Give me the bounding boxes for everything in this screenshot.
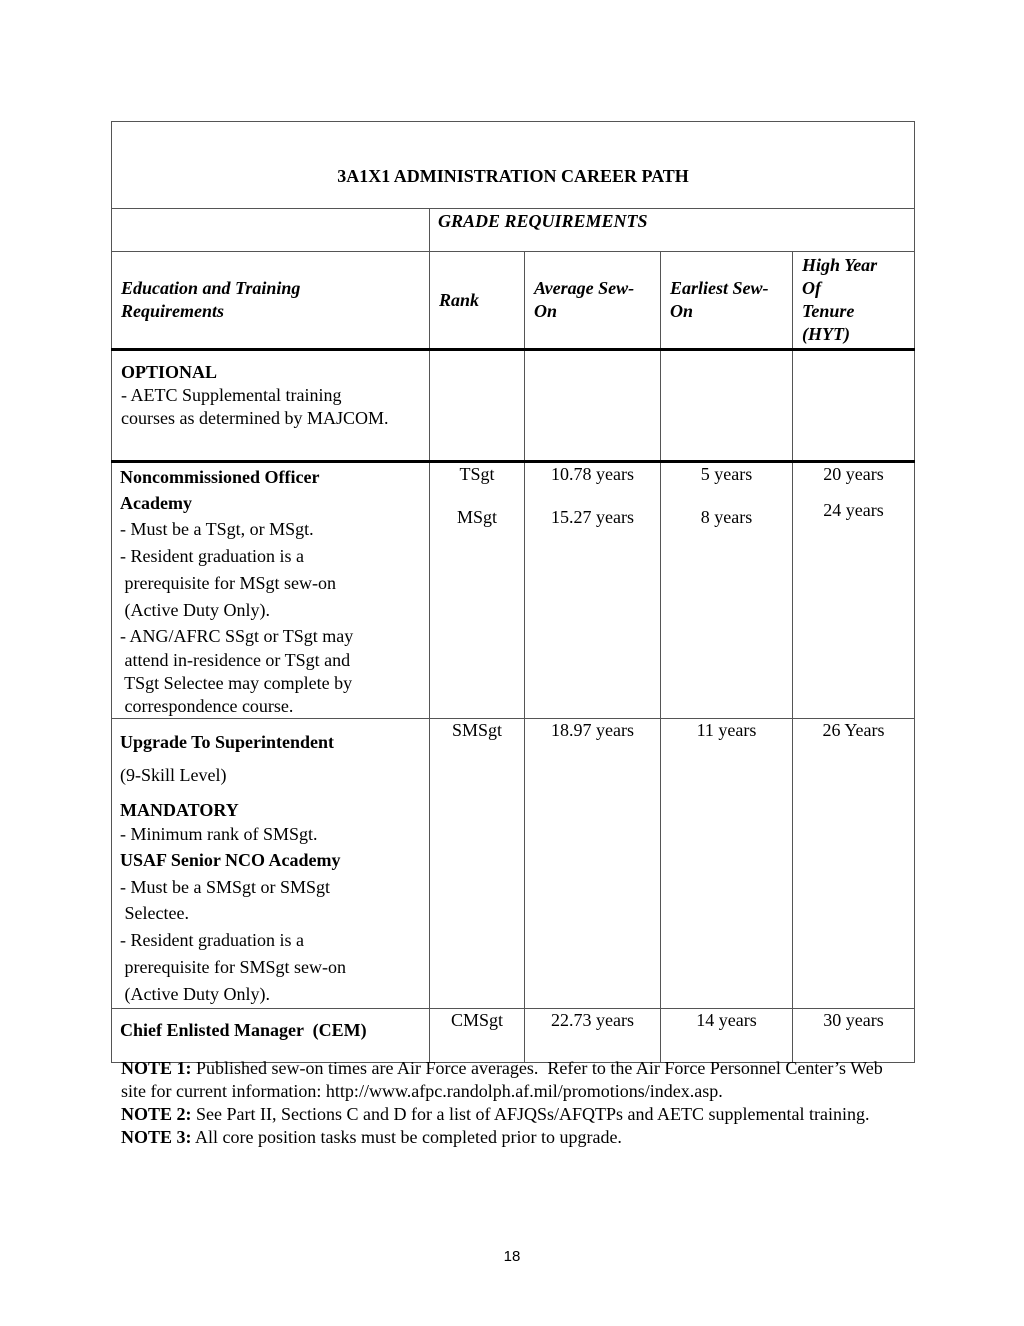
optional-requirements bbox=[112, 350, 430, 462]
ncoa-line: - ANG/AFRC SSgt or TSgt may bbox=[120, 626, 354, 646]
hyt-value: 24 years bbox=[823, 500, 884, 520]
cem-average bbox=[525, 1009, 661, 1063]
ncoa-line: - Resident graduation is a bbox=[120, 546, 304, 566]
note-1 bbox=[121, 1057, 911, 1103]
ncoa-line: Noncommissioned Officer bbox=[120, 467, 320, 487]
rank-value: MSgt bbox=[456, 507, 498, 527]
note-2 bbox=[121, 1103, 911, 1126]
header-average-line: On bbox=[534, 301, 558, 321]
earliest-value: 14 years bbox=[696, 1010, 757, 1030]
earliest-value: 8 years bbox=[700, 507, 753, 527]
notes-section bbox=[121, 1057, 911, 1149]
cem-requirements bbox=[112, 1009, 430, 1063]
superintendent-line: (Active Duty Only). bbox=[120, 984, 270, 1004]
rank-value: TSgt bbox=[459, 464, 495, 484]
header-hyt-line: Of bbox=[802, 278, 821, 298]
average-value: 15.27 years bbox=[551, 507, 634, 527]
hyt-value: 26 Years bbox=[822, 720, 885, 740]
cem-earliest bbox=[661, 1009, 793, 1063]
optional-heading: OPTIONAL bbox=[121, 362, 218, 382]
superintendent-line: (9-Skill Level) bbox=[120, 765, 227, 785]
superintendent-requirements bbox=[112, 719, 430, 1009]
note-3 bbox=[121, 1126, 911, 1149]
header-earliest-sew-on bbox=[661, 252, 793, 350]
note-text: See Part II, Sections C and D for a list of AFJQSs/AFQTPs and AETC supplemental training. bbox=[191, 1104, 870, 1124]
header-high-year-of-tenure bbox=[793, 252, 915, 350]
average-value: 18.97 years bbox=[551, 720, 634, 740]
cem-rank bbox=[430, 1009, 525, 1063]
ncoa-line: correspondence course. bbox=[120, 696, 294, 716]
superintendent-line: Upgrade To Superintendent bbox=[120, 732, 335, 752]
superintendent-line: MANDATORY bbox=[120, 800, 239, 820]
superintendent-hyt bbox=[793, 719, 915, 1009]
hyt-value: 30 years bbox=[823, 1010, 884, 1030]
note-text: Published sew-on times are Air Force averages. Refer to the Air Force Personnel Center’s Web site for current information: http://www.afpc.randolph.af.mil/promotions/index.asp. bbox=[121, 1058, 888, 1101]
ncoa-line: (Active Duty Only). bbox=[120, 600, 270, 620]
career-path-table bbox=[111, 121, 915, 1063]
grade-requirements-header bbox=[430, 209, 915, 252]
header-hyt-line: Tenure bbox=[802, 301, 855, 321]
note-label: NOTE 3: bbox=[121, 1127, 192, 1147]
ncoa-earliest bbox=[661, 462, 793, 719]
superintendent-line: - Must be a SMSgt or SMSgt bbox=[120, 877, 331, 897]
ncoa-line: Academy bbox=[120, 493, 192, 513]
header-average-line: Average Sew- bbox=[534, 278, 635, 298]
grade-requirements-text: GRADE REQUIREMENTS bbox=[438, 211, 648, 231]
empty-cell bbox=[661, 350, 793, 462]
ncoa-requirements bbox=[112, 462, 430, 719]
earliest-value: 11 years bbox=[696, 720, 757, 740]
ncoa-hyt bbox=[793, 462, 915, 719]
header-hyt-line: High Year bbox=[802, 255, 878, 275]
header-rank bbox=[430, 252, 525, 350]
header-education-line: Requirements bbox=[121, 301, 225, 321]
table-title bbox=[112, 122, 915, 209]
superintendent-line: prerequisite for SMSgt sew-on bbox=[120, 957, 346, 977]
cem-hyt bbox=[793, 1009, 915, 1063]
header-education-line: Education and Training bbox=[121, 278, 301, 298]
empty-cell bbox=[793, 350, 915, 462]
superintendent-average bbox=[525, 719, 661, 1009]
average-value: 10.78 years bbox=[551, 464, 634, 484]
superintendent-earliest bbox=[661, 719, 793, 1009]
header-hyt-line: (HYT) bbox=[802, 324, 850, 344]
note-label: NOTE 2: bbox=[121, 1104, 192, 1124]
header-education bbox=[112, 252, 430, 350]
empty-cell bbox=[525, 350, 661, 462]
header-earliest-line: On bbox=[670, 301, 694, 321]
header-rank-text: Rank bbox=[439, 289, 480, 310]
ncoa-line: - Must be a TSgt, or MSgt. bbox=[120, 519, 314, 539]
hyt-value: 20 years bbox=[823, 464, 884, 484]
note-label: NOTE 1: bbox=[121, 1058, 192, 1078]
rank-value: SMSgt bbox=[451, 720, 503, 740]
ncoa-line: prerequisite for MSgt sew-on bbox=[120, 573, 336, 593]
average-value: 22.73 years bbox=[551, 1010, 634, 1030]
table-title-text: 3A1X1 ADMINISTRATION CAREER PATH bbox=[337, 166, 689, 186]
superintendent-rank bbox=[430, 719, 525, 1009]
note-text: All core position tasks must be completed prior to upgrade. bbox=[191, 1127, 622, 1147]
superintendent-line: - Minimum rank of SMSgt. bbox=[120, 824, 318, 844]
ncoa-line: TSgt Selectee may complete by bbox=[120, 673, 353, 693]
ncoa-average bbox=[525, 462, 661, 719]
ncoa-ranks bbox=[430, 462, 525, 719]
ncoa-line: attend in-residence or TSgt and bbox=[120, 650, 351, 670]
header-earliest-line: Earliest Sew- bbox=[670, 278, 769, 298]
cem-label: Chief Enlisted Manager (CEM) bbox=[120, 1020, 367, 1040]
header-average-sew-on bbox=[525, 252, 661, 350]
grade-blank-cell bbox=[112, 209, 430, 252]
superintendent-line: - Resident graduation is a bbox=[120, 930, 304, 950]
earliest-value: 5 years bbox=[700, 464, 753, 484]
optional-line: courses as determined by MAJCOM. bbox=[121, 408, 389, 428]
empty-cell bbox=[430, 350, 525, 462]
page-number: 18 bbox=[503, 1248, 521, 1265]
superintendent-line: Selectee. bbox=[120, 903, 189, 923]
rank-value: CMSgt bbox=[450, 1010, 504, 1030]
optional-line: - AETC Supplemental training bbox=[121, 385, 342, 405]
superintendent-line: USAF Senior NCO Academy bbox=[120, 850, 341, 870]
